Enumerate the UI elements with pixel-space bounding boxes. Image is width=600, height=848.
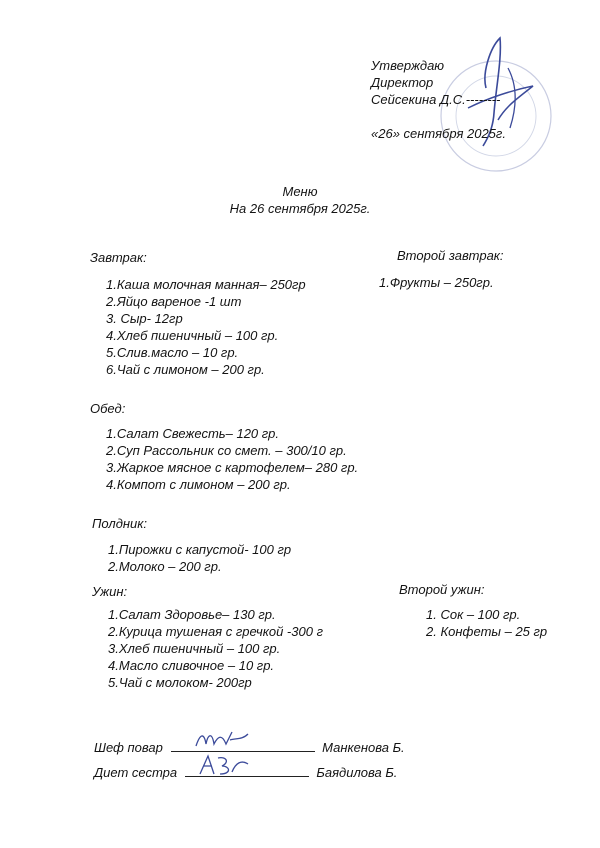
list-item: 2.Молоко – 200 гр. [108, 559, 222, 574]
breakfast-list [106, 276, 306, 378]
chef-name: Манкенова Б. [322, 740, 405, 755]
approval-line-3: Сейсекина Д.С.-------- [371, 92, 501, 107]
approval-line-1: Утверждаю [371, 58, 445, 73]
approval-line-2: Директор [371, 75, 434, 90]
approval-date: «26» сентября 2025г. [371, 126, 506, 141]
list-item: 2.Яйцо вареное -1 шт [106, 294, 242, 309]
list-item: 2.Суп Рассольник со смет. – 300/10 гр. [106, 443, 347, 458]
list-item: 1.Фрукты – 250гр. [379, 275, 494, 290]
dietitian-role: Диет сестра [94, 765, 178, 780]
list-item: 2. Конфеты – 25 гр [426, 624, 548, 639]
list-item: 5.Чай с молоком- 200гр [108, 675, 252, 690]
list-item: 4.Хлеб пшеничный – 100 гр. [106, 328, 279, 343]
snack-list [108, 541, 291, 575]
list-item: 3.Хлеб пшеничный – 100 гр. [108, 641, 281, 656]
list-item: 3. Сыр- 12гр [106, 311, 183, 326]
menu-title-line-2: На 26 сентября 2025г. [229, 201, 371, 216]
dietitian-name: Баядилова Б. [316, 765, 398, 780]
list-item: 4.Масло сливочное – 10 гр. [108, 658, 275, 673]
list-item: 4.Компот с лимоном – 200 гр. [106, 477, 291, 492]
dinner-list [108, 606, 323, 691]
chef-role: Шеф повар [94, 740, 163, 755]
list-item: 1. Сок – 100 гр. [426, 607, 521, 622]
menu-title-line-1: Меню [282, 184, 318, 199]
second-breakfast-list [379, 274, 494, 291]
lunch-list [106, 425, 358, 493]
list-item: 1.Пирожки с капустой- 100 гр [108, 542, 292, 557]
second-dinner-list [426, 606, 547, 640]
second-dinner-heading: Второй ужин: [399, 582, 485, 597]
list-item: 1.Салат Здоровье– 130 гр. [108, 607, 276, 622]
menu-title [0, 183, 600, 217]
list-item: 5.Слив.масло – 10 гр. [106, 345, 239, 360]
lunch-heading: Обед: [90, 401, 126, 416]
list-item: 1.Салат Свежесть– 120 гр. [106, 426, 280, 441]
approval-block [371, 57, 500, 108]
second-breakfast-heading: Второй завтрак: [397, 248, 504, 263]
list-item: 1.Каша молочная манная– 250гр [106, 277, 306, 292]
list-item: 3.Жаркое мясное с картофелем– 280 гр. [106, 460, 359, 475]
dinner-heading: Ужин: [92, 584, 128, 599]
chef-signature-mark [192, 726, 252, 752]
list-item: 2.Курица тушеная с гречкой -300 г [108, 624, 323, 639]
dietitian-signature-mark [196, 752, 252, 778]
snack-heading: Полдник: [92, 516, 148, 531]
breakfast-heading: Завтрак: [90, 250, 147, 265]
list-item: 6.Чай с лимоном – 200 гр. [106, 362, 265, 377]
